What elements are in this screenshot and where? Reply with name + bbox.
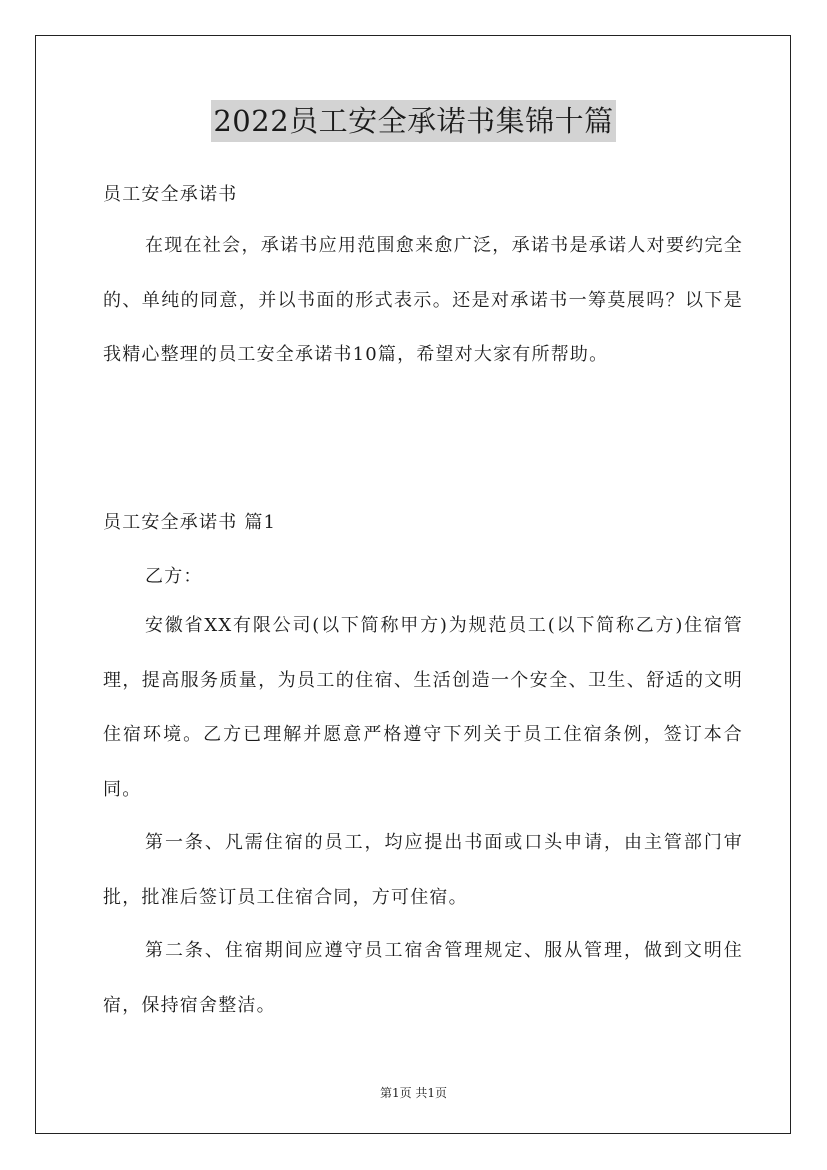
section-1-heading: 员工安全承诺书 篇1 — [103, 512, 277, 533]
intro-heading: 员工安全承诺书 — [103, 184, 238, 205]
paragraph-3: 第二条、住宿期间应遵守员工宿舍管理规定、服从管理，做到文明住宿，保持宿舍整洁。 — [103, 940, 743, 1016]
page-footer: 第1页 共1页 — [379, 1086, 448, 1100]
title-container — [0, 100, 827, 142]
paragraph-1: 安徽省XX有限公司(以下简称甲方)为规范员工(以下简称乙方)住宿管理，提高服务质量，为员工的住宿、生活创造一个安全、卫生、舒适的文明住宿环境。乙方已理解并愿意严格遵守下列关于员工住宿条例，签订本合同。 — [103, 615, 743, 800]
paragraph-2: 第一条、凡需住宿的员工，均应提出书面或口头申请，由主管部门审批，批准后签订员工住宿合同，方可住宿。 — [103, 832, 743, 908]
party-b-label: 乙方： — [145, 566, 203, 587]
document-title: 2022员工安全承诺书集锦十篇 — [211, 100, 615, 142]
intro-paragraph: 在现在社会，承诺书应用范围愈来愈广泛，承诺书是承诺人对要约完全的、单纯的同意，并以书面的形式表示。还是对承诺书一筹莫展吗？以下是我精心整理的员工安全承诺书10篇，希望对大家有所帮助。 — [103, 235, 743, 365]
